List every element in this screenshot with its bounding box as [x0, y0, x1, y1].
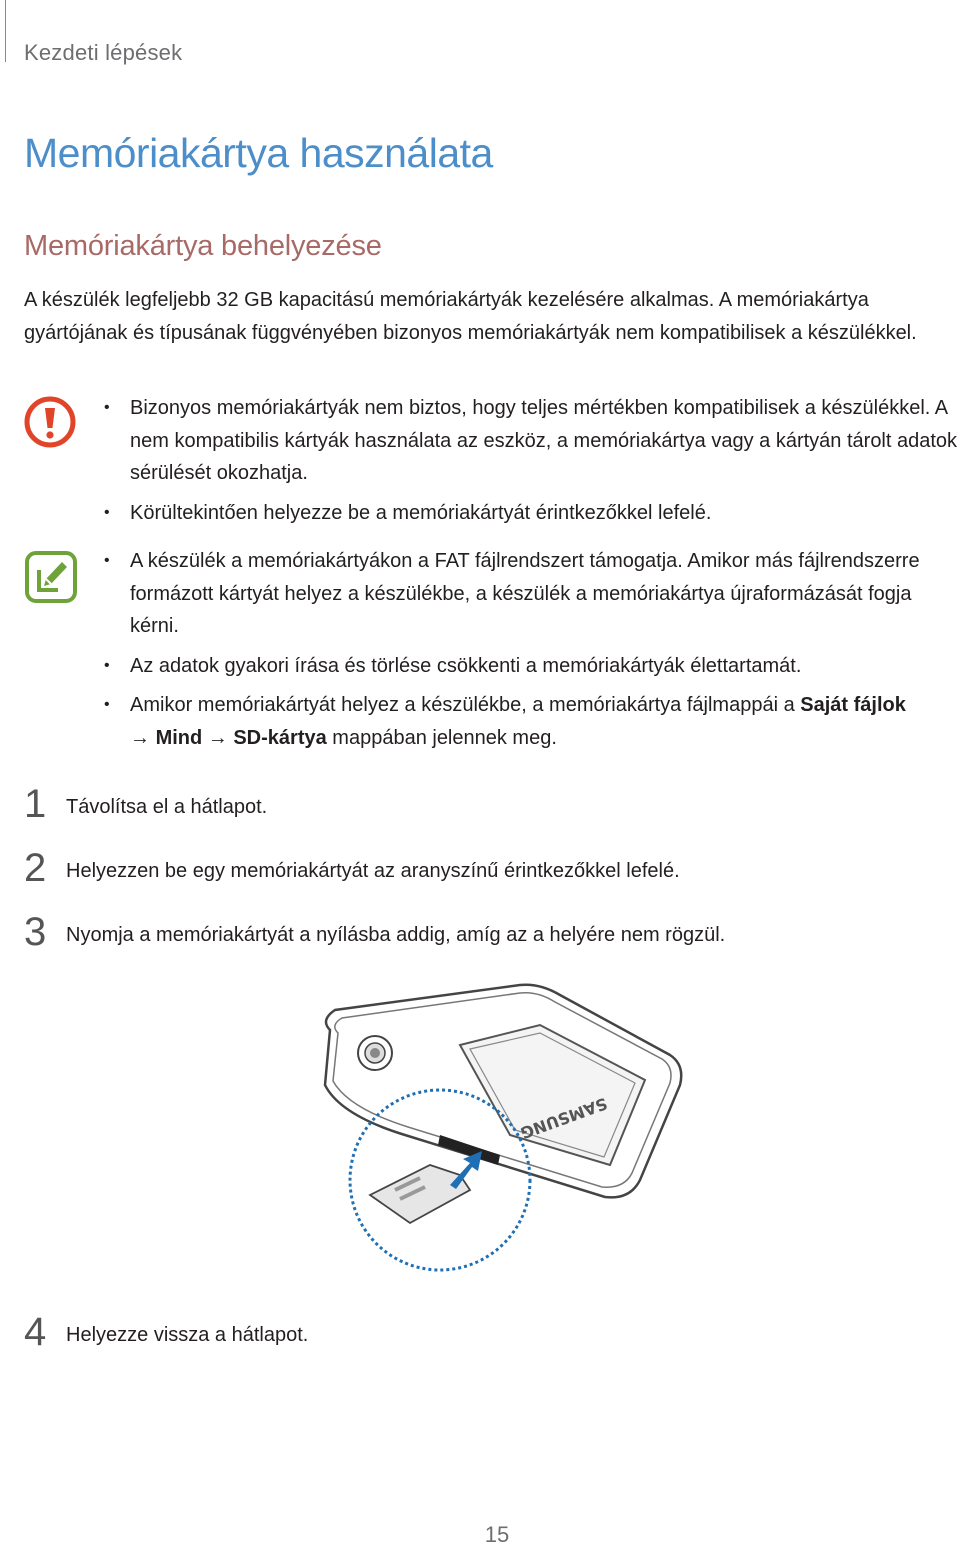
path-arrow: →	[207, 726, 228, 749]
page-number: 15	[484, 1522, 510, 1547]
page-edge-rule	[5, 0, 6, 62]
menu-path-my-files: Saját fájlok	[800, 694, 906, 716]
step-text: Helyezze vissza a hátlapot.	[66, 1324, 309, 1346]
path-arrow: →	[130, 726, 150, 749]
note-list	[104, 545, 960, 761]
caution-item: • Körültekintően helyezze be a memóriakártyát érintkezőkkel lefelé.	[104, 501, 712, 524]
menu-path-all: Mind	[155, 726, 203, 749]
section-subtitle: Memóriakártya behelyezése	[24, 230, 382, 262]
step-number: 4	[24, 1310, 47, 1354]
caution-item: • Bizonyos memóriakártyák nem biztos, hogy teljes mértékben kompatibilisek a készülékkel. A nem kompatibilis kártyák használata az eszköz, a memóriakártya vagy a kártyán tárolt adatok sérülését okozhatja.	[104, 397, 958, 484]
memory-card-insertion-illustration	[300, 975, 700, 1275]
step-text: Távolítsa el a hátlapot.	[66, 796, 268, 818]
note-item: • Az adatok gyakori írása és törlése csökkenti a memóriakártyák élettartamát.	[104, 654, 802, 677]
menu-path-sd-card: SD-kártya	[233, 726, 327, 749]
section-header: Kezdeti lépések	[24, 40, 183, 65]
note-item: • A készülék a memóriakártyákon a FAT fájlrendszert támogatja. Amikor más fájlrendszerre formázott kártyát helyez a készülékbe, a készülék a memóriakártya újraformázását fogja kérni.	[104, 550, 920, 637]
note-item: • Amikor memóriakártyát helyez a készülékbe, a memóriakártya fájlmappái a Saját fájlok → Mind → SD-kártya mappában jelennek meg.	[104, 694, 906, 749]
note-icon	[24, 550, 78, 604]
caution-icon	[24, 396, 76, 448]
step-text: Helyezzen be egy memóriakártyát az aranyszínű érintkezőkkel lefelé.	[66, 860, 680, 882]
step-number: 2	[24, 846, 47, 890]
caution-list	[104, 392, 960, 536]
step-text: Nyomja a memóriakártyát a nyílásba addig, amíg az a helyére nem rögzül.	[66, 924, 726, 946]
step-number: 3	[24, 910, 47, 954]
page-title: Memóriakártya használata	[24, 130, 493, 176]
step-number: 1	[24, 782, 47, 826]
battery-logo-text: SAMSUNG	[517, 1093, 610, 1143]
intro-paragraph: A készülék legfeljebb 32 GB kapacitású memóriakártyák kezelésére alkalmas. A memóriakártya gyártójának és típusának függvényében bizonyos memóriakártyák nem kompatibilisek a készülékkel.	[24, 289, 917, 344]
